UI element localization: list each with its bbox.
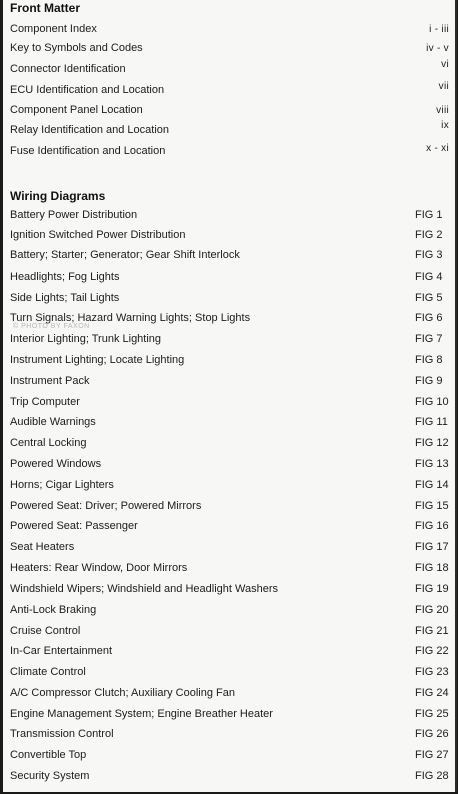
diagram-row [10,247,455,264]
row-label: Key to Symbols and Codes [10,42,143,54]
front-matter-row [10,40,455,57]
diagram-row [10,207,455,224]
diagram-row [10,706,455,723]
row-fig: FIG 20 [415,604,449,616]
row-fig: FIG 10 [415,396,449,408]
row-page: iv - v [426,43,449,54]
row-label: In-Car Entertainment [10,645,113,657]
row-label: Windshield Wipers; Windshield and Headlight Washers [10,583,278,595]
row-page: vii [438,81,449,92]
row-label: Instrument Pack [10,375,90,387]
row-fig: FIG 7 [415,333,443,345]
diagram-row [10,518,455,535]
row-fig: FIG 19 [415,583,449,595]
row-page: vi [441,59,449,70]
document-page [3,0,457,792]
diagram-row [10,435,455,452]
row-fig: FIG 15 [415,500,449,512]
diagram-row [10,623,455,640]
row-fig: FIG 6 [415,312,443,324]
wiring-diagrams-heading: Wiring Diagrams [10,189,106,203]
row-fig: FIG 23 [415,666,449,678]
row-page: viii [436,105,449,116]
front-matter-row [10,122,455,139]
diagram-row [10,602,455,619]
row-fig: FIG 13 [415,458,449,470]
row-label: Trip Computer [10,396,80,408]
row-label: Heaters: Rear Window, Door Mirrors [10,562,188,574]
diagram-row [10,643,455,660]
row-fig: FIG 12 [415,437,449,449]
diagram-row [10,269,455,286]
row-fig: FIG 22 [415,645,449,657]
row-label: Battery; Starter; Generator; Gear Shift Interlock [10,249,240,261]
row-label: Security System [10,770,90,782]
row-label: Powered Seat: Driver; Powered Mirrors [10,500,202,512]
row-label: Battery Power Distribution [10,209,138,221]
row-fig: FIG 9 [415,375,443,387]
diagram-row [10,290,455,307]
row-fig: FIG 2 [415,229,443,241]
diagram-row [10,414,455,431]
diagram-row [10,498,455,515]
diagram-row [10,331,455,348]
row-label: Horns; Cigar Lighters [10,479,114,491]
diagram-row [10,373,455,390]
row-fig: FIG 14 [415,479,449,491]
row-page: ix [441,120,449,131]
diagram-row [10,539,455,556]
diagram-row [10,726,455,743]
row-fig: FIG 17 [415,541,449,553]
front-matter-heading: Front Matter [10,1,80,15]
row-label: Fuse Identification and Location [10,145,166,157]
diagram-row [10,477,455,494]
diagram-row [10,664,455,681]
diagram-row [10,560,455,577]
row-label: Turn Signals; Hazard Warning Lights; Stop Lights [10,312,251,324]
row-label: Interior Lighting; Trunk Lighting [10,333,162,345]
row-label: Powered Seat: Passenger [10,520,138,532]
row-label: Convertible Top [10,749,87,761]
row-label: Component Panel Location [10,104,143,116]
row-label: ECU Identification and Location [10,84,165,96]
row-label: Headlights; Fog Lights [10,271,120,283]
diagram-row [10,581,455,598]
row-label: Climate Control [10,666,86,678]
row-label: Powered Windows [10,458,102,470]
diagram-row [10,685,455,702]
row-label: Component Index [10,23,97,35]
row-fig: FIG 27 [415,749,449,761]
row-fig: FIG 18 [415,562,449,574]
photo-watermark: © PHOTO BY FAXON [13,323,90,330]
diagram-row [10,394,455,411]
front-matter-row [10,102,455,119]
front-matter-row [10,61,455,78]
row-label: Instrument Lighting; Locate Lighting [10,354,185,366]
diagram-row [10,747,455,764]
row-fig: FIG 1 [415,209,443,221]
row-label: A/C Compressor Clutch; Auxiliary Cooling Fan [10,687,235,699]
row-label: Seat Heaters [10,541,75,553]
row-fig: FIG 5 [415,292,443,304]
row-page: i - iii [429,24,449,35]
row-fig: FIG 21 [415,625,449,637]
row-fig: FIG 4 [415,271,443,283]
row-label: Side Lights; Tail Lights [10,292,120,304]
row-fig: FIG 3 [415,249,443,261]
row-label: Relay Identification and Location [10,124,169,136]
diagram-row [10,456,455,473]
front-matter-row [10,143,455,160]
diagram-row [10,227,455,244]
front-matter-row [10,82,455,99]
row-label: Cruise Control [10,625,81,637]
row-fig: FIG 16 [415,520,449,532]
row-fig: FIG 26 [415,728,449,740]
diagram-row [10,768,455,785]
row-label: Connector Identification [10,63,126,75]
row-page: x - xi [426,143,449,154]
row-fig: FIG 8 [415,354,443,366]
row-fig: FIG 28 [415,770,449,782]
row-label: Ignition Switched Power Distribution [10,229,186,241]
row-fig: FIG 24 [415,687,449,699]
row-label: Transmission Control [10,728,114,740]
diagram-row [10,352,455,369]
front-matter-row [10,21,455,38]
row-fig: FIG 11 [415,416,448,428]
row-label: Audible Warnings [10,416,96,428]
row-label: Anti-Lock Braking [10,604,97,616]
row-label: Central Locking [10,437,87,449]
row-fig: FIG 25 [415,708,449,720]
row-label: Engine Management System; Engine Breather Heater [10,708,273,720]
